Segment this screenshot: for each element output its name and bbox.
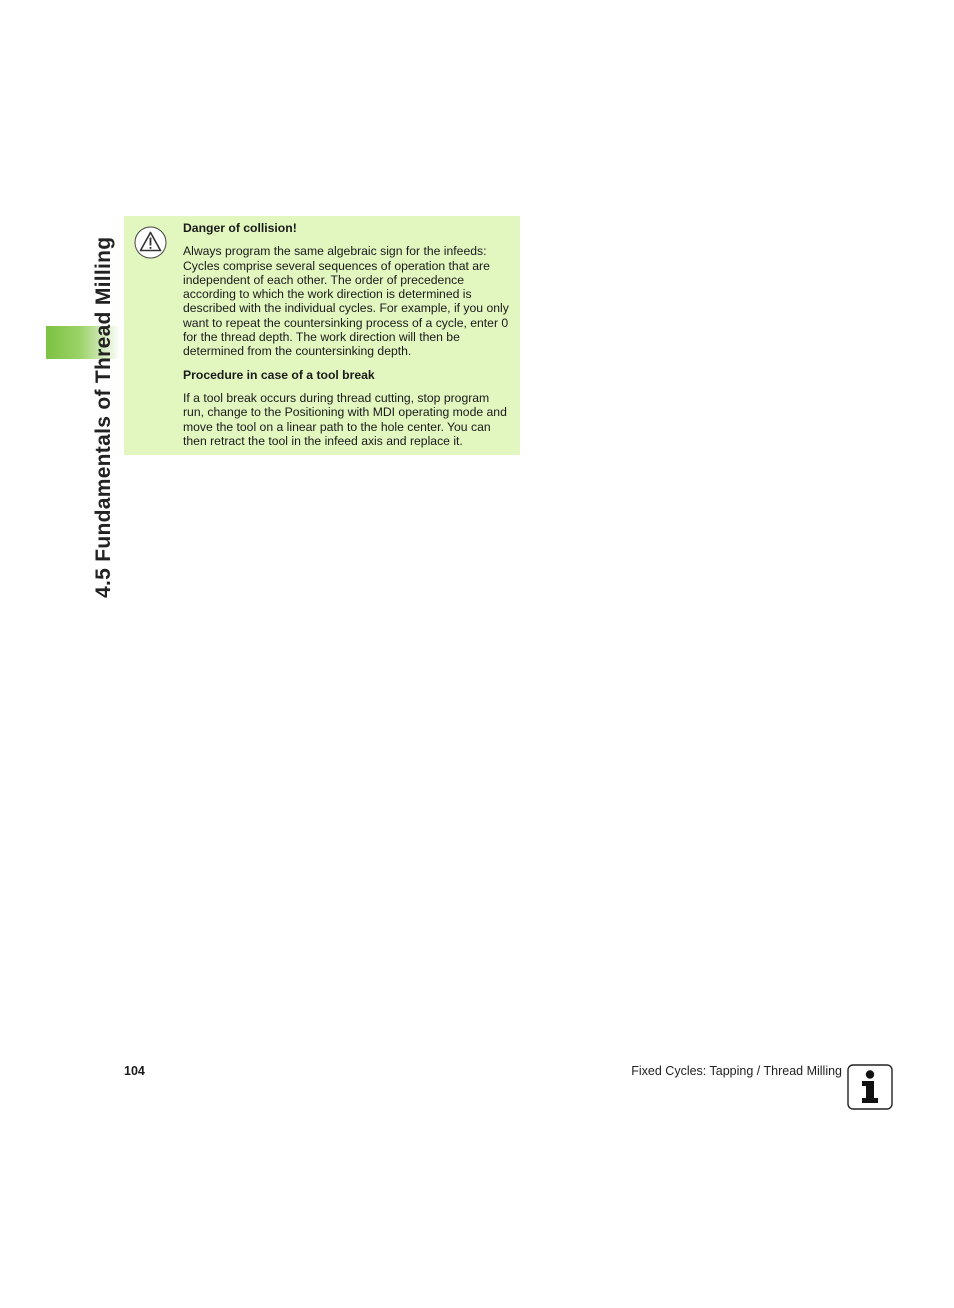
note-heading-tool-break: Procedure in case of a tool break [183, 367, 375, 382]
collision-warning-note [124, 216, 520, 455]
info-icon [847, 1064, 893, 1110]
note-heading-collision: Danger of collision! [183, 221, 297, 235]
footer-chapter-title: Fixed Cycles: Tapping / Thread Milling [631, 1064, 842, 1078]
page-number: 104 [124, 1064, 145, 1078]
note-paragraph-infeeds: Always program the same algebraic sign for the infeeds: Cycles comprise several sequences of operation that are independent of each other. The order of precedence according to which the work direction is determined is described with the individual cycles. For example, if you only want to repeat the countersinking process of a cycle, enter 0 for the thread depth. The work direction will then be determined from the countersinking depth. [183, 244, 509, 359]
note-content [183, 221, 511, 457]
warning-triangle-icon [134, 226, 167, 259]
chapter-side-title: 4.5 Fundamentals of Thread Milling [92, 236, 115, 598]
note-paragraph-tool-break: If a tool break occurs during thread cutting, stop program run, change to the Positioning with MDI operating mode and move the tool on a linear path to the hole center. You can then retract the tool in the infeed axis and replace it. [183, 390, 507, 448]
